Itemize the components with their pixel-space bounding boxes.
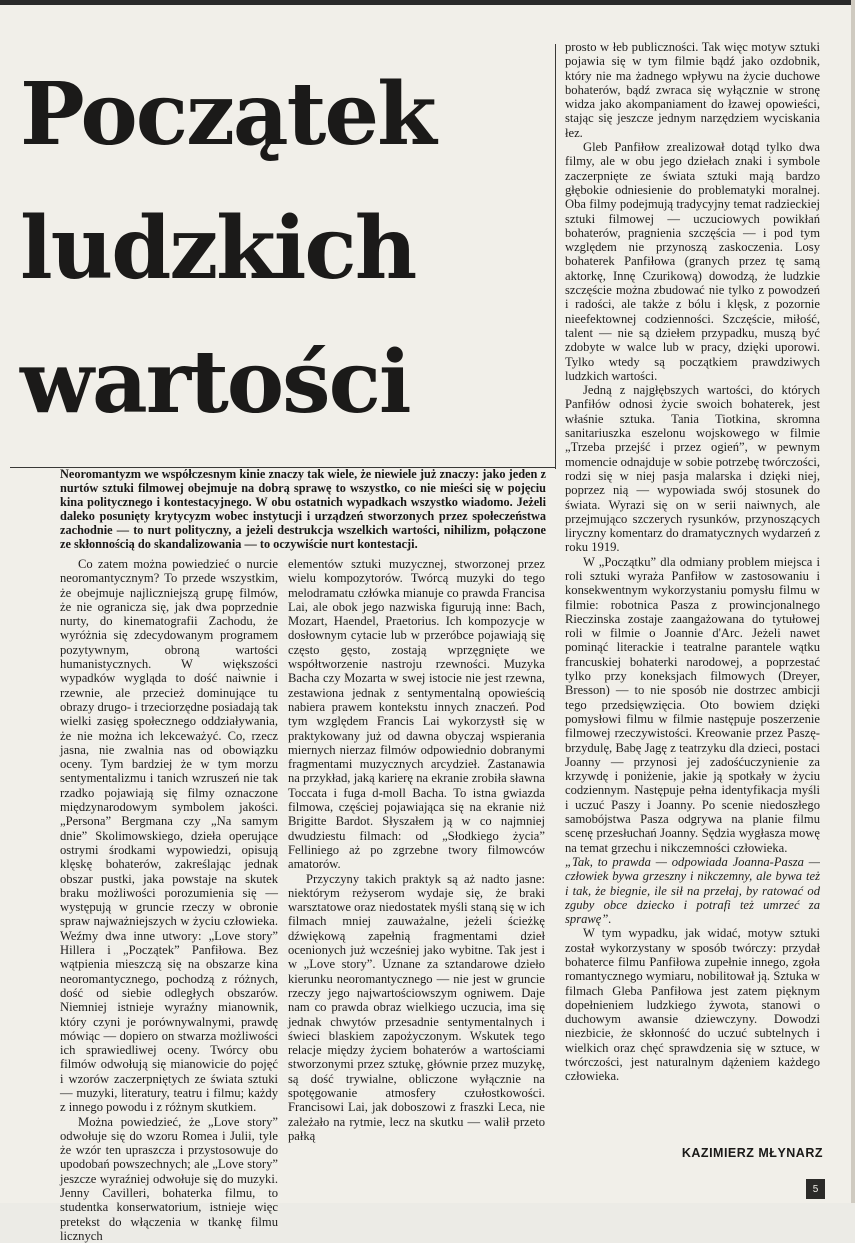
author-byline: KAZIMIERZ MŁYNARZ — [681, 1146, 823, 1160]
article-title — [20, 48, 550, 450]
title-line-3: wartości — [20, 332, 410, 433]
page-number: 5 — [806, 1179, 825, 1199]
quote-paragraph: „Tak, to prawda — odpowiada Joanna-Pasza — człowiek bywa grzeszny i nikczemny, ale bywa też i tak, że biegnie, ile sił na przełaj, by ratować od zguby obce dziecko i potrafi też umrzeć za sprawę”. — [565, 854, 820, 927]
column-3 — [565, 40, 820, 1084]
paragraph: Przyczyny takich praktyk są aż nadto jasne: niektórym reżyserom wydaje się, że braki warsztatowe oraz niedostatek myśli staną się w ich filmach mniej zauważalne, jeżeli ścieżkę dźwiękową zapełnią fragmentami dzieł ocenionych już wcześniej jako wybitne. Tak jest i w „Love story”. Uznane za sztandarowe dzieło kierunku neoromantycznego — nie jest w gruncie rzeczy jego najwartościowszym ogniwem. Daje nam co prawda obraz wielkiego uczucia, ima się jednak chwytów przesadnie sentymentalnych i świeci blaskiem zapożyczonym. Wskutek tego relacje między życiem bohaterów a wartościami stworzonymi przez sztukę, głównie przez muzykę, są dość trywialne, obliczone wyłącznie na spotęgowanie atmosfery czułostkowości. Francisowi Lai, jak doboszowi z fraszki Leca, nie zależało na rytmie, lecz na skutku — walił przeto pałką — [288, 871, 545, 1143]
top-border — [0, 0, 855, 5]
paragraph: Jedną z najgłębszych wartości, do których Panfiłów odnosi życie swoich bohaterek, jest właśnie sztuka. Tania Tiotkina, skromna sanitariuszka eszelonu wojskowego w filmie „Trzeba przejść i przez ogień”, w pewnym momencie odnajduje w sobie potrzebę twórczości, rodzi się w niej pasja malarska i dzięki niej, poprzez nią — wypowiada swój stosunek do świata. Wyrazi się on w serii naiwnych, ale przejmująco szczerych rysunków, przynoszących liryczny komentarz do dramatycznych wydarzeń z roku 1919. — [565, 383, 820, 555]
paragraph: Można powiedzieć, że „Love story” odwołuje się do wzoru Romea i Julii, tyle że wzór ten upraszcza i przystosowuje do upodobań powszechnych; ale „Love story” jeszcze wyraźniej odwołuje się do muzyki. Jenny Cavilleri, bohaterka filmu, to studentka konserwatorium, istnieje więc pretekst do włączenia w tkankę filmu licznych — [60, 1114, 278, 1243]
column-2 — [288, 557, 545, 1143]
title-line-2: ludzkich — [20, 198, 416, 299]
column-1 — [60, 557, 278, 1243]
page-edge — [851, 0, 855, 1203]
article-lead: Neoromantyzm we współczesnym kinie znaczy tak wiele, że niewiele już znaczy: jako jeden z nurtów sztuki filmowej obejmuje na dobrą sprawę to wszystko, co nie mieści się w pojęciu kina politycznego i kontestacyjnego. W obu ostatnich wypadkach wszystko wiadomo. Jeżeli daleko posunięty krytycyzm wobec instytucji i urządzeń stworzonych przez społeczeństwa zachodnie — to nurt polityczny, a jeżeli destrukcja wszelkich wartości, nihilizm, połączone ze skłonnością do skandalizowania — to oczywiście nurt kontestacji. — [60, 467, 546, 551]
paragraph: prosto w łeb publiczności. Tak więc motyw sztuki pojawia się w tym filmie bądź jako ozdobnik, który nie ma żadnego wpływu na życie duchowe bohaterów, bądź zwraca się wyłącznie w stronę widza jako akompaniament do łzawej opowieści, stając się jeszcze jednym narzędziem wyciskania łez. — [565, 40, 820, 140]
title-vertical-rule — [555, 44, 556, 469]
paragraph: W tym wypadku, jak widać, motyw sztuki został wykorzystany w sposób twórczy: przydał bohaterce filmu Panfiłowa zupełnie innego, zgoła romantycznego wymiaru, nobilitował ją. Sztuka w filmach Gleba Panfiłowa jest zatem pięknym dopełnieniem ludzkiego żywota, stanowi o duchowym awansie dziewczyny. Dowodzi niezbicie, że skłonność do uczuć subtelnych i wielkich oraz chęć sprawdzenia się w sztuce, w twórczości, jest naturalnym dążeniem każdego człowieka. — [565, 926, 820, 1084]
paragraph: Gleb Panfiłow zrealizował dotąd tylko dwa filmy, ale w obu jego dziełach znaki i symbole zaczerpnięte ze świata sztuki mają bardzo głębokie odniesienie do problematyki moralnej. Oba filmy podejmują tradycyjny temat radzieckiej sztuki filmowej — uczuciowych powikłań bohaterów, pragnienia szczęścia — i pod tym względem nie przynoszą zaskoczenia. Losy bohaterek Panfiłowa (granych przez tę samą aktorkę, Innę Czurikową) dowodzą, że ludzkie szczęście można zbudować nie tylko z powodzeń i radości, ale także z bólu i klęsk, z pozornie nieefektownej codzienności. Szczęście, miłość, talent — nie są dziełem przypadku, muszą być zdobyte w walce lub w pracy, dzięki uporowi. Tylko wtedy są początkiem prawdziwych ludzkich wartości. — [565, 140, 820, 383]
paragraph: W „Początku” dla odmiany problem miejsca i roli sztuki wyraża Panfiłow w zastosowaniu i konsekwentnym wykorzystaniu pomysłu filmu w filmie: robotnica Pasza z prowincjonalnego Rieczinska zostaje zaangażowana do tytułowej roli w filmie o Joannie d'Arc. Jeżeli nawet pominąć literackie i teatralne parantele wątku francuskiej bohaterki narodowej, a poprzestać tylko przy koneksjach filmowych (Dreyer, Bresson) — to nie sposób nie dostrzec ambicji tego przedsięwzięcia. Oto bowiem dzięki pomysłowi filmu w filmie następuje poszerzenie filmowej rzeczywistości. Kreowanie przez Paszę-brzydulę, Babę Jagę z teatrzyku dla dzieci, postaci Joanny — przynosi jej zadośćuczynienie za krzywdę i poniżenie, jakie ją spotkały w życiu codziennym. Następuje pełna identyfikacja myśli i uczuć Paszy i Joanny. Po scenie niedoszłego samobójstwa Pasza odgrywa na planie filmu scenę przesłuchań Joanny. Sędzia wygłasza mowę na temat grzechu i nikczemności człowieka. — [565, 554, 820, 855]
paragraph: Co zatem można powiedzieć o nurcie neoromantycznym? To przede wszystkim, że obejmuje najliczniejszą grupę filmów, że nie ogranicza się, jak dwa poprzednie nurty, do kinematografii Zachodu, że wyróżnia się zdecydowanym programem pozytywnym, obroną wartości humanistycznych. W większości wypadków wygląda to dość naiwnie i rzewnie, ale przecież dominujące tu obrazy drugo- i trzeciorzędne posiadają tak wielki zasięg społecznego oddziaływania, że nie można ich lekceważyć. Co, rzecz jasna, nie zwalnia nas od obowiązku oceny. Tym bardziej że w tym morzu sentymentalizmu i tanich wzruszeń nie tak rzadko pojawiają się filmy oznaczone międzynarodowym symbolem jakości. „Persona” Bergmana czy „Na samym dnie” Skolimowskiego, dzieła operujące ostrymi środkami wypowiedzi, opisują klęskę bohaterów, zakreślając jednak obszar pustki, jaka powstaje na skutek braku możliwości porozumienia się — występują w gruncie rzeczy w obronie spraw najważniejszych w życiu człowieka. Weźmy dwa inne utwory: „Love story” Hillera i „Początek” Panfiłowa. Bez wątpienia mieszczą się na obszarze kina neoromantycznego, pochodzą z różnych, dość od siebie odległych obszarów. Niemniej istnieje wyraźny mianownik, który czyni je porównywalnymi, prawdę mówiąc — dopiero on stwarza możliwości ich sprawiedliwej oceny. Twórcy obu filmów odwołują się mianowicie do pojęć i wzorów zaczerpniętych ze świata sztuki — muzyki, literatury, teatru i filmu; każdy z innego powodu i z różnym skutkiem. — [60, 557, 278, 1115]
paragraph: elementów sztuki muzycznej, stworzonej przez wielu kompozytorów. Twórcą muzyki do tego melodramatu człówka mianuje co prawda Francisa Lai, ale obok jego nazwiska figurują inne: Bach, Mozart, Haendel, Praetorius. Ich kompozycje w dosłownym cytacie lub w przeróbce pojawiają się często gęsto, zostają wprzęgnięte we współtworzenie nastroju rzewności. Muzyka Bacha czy Mozarta w swej istocie nie jest rzewna, zestawiona jednak z sentymentalną opowieścią nabiera prawem kontekstu innych znaczeń. Pod tym względem Francis Lai wykorzystł się w praktykowany już od dawna obyczaj wspierania miernych nierzaz filmów odpowiednio dobranymi fragmentami muzycznych arcydzieł. Zastanawia na przykład, jaką karierę na ekranie zrobiła sławna Toccata i fuga d-moll Bacha. To istna gwiazda filmowa, częściej pojawiająca się na ekranie niż Brigitte Bardot. Słyszałem ją w co najmniej dwudziestu filmach: od „Słodkiego życia” Felliniego aż po zgrzebne twory filmowców amatorów. — [288, 557, 545, 872]
title-line-1: Początek — [20, 64, 435, 165]
